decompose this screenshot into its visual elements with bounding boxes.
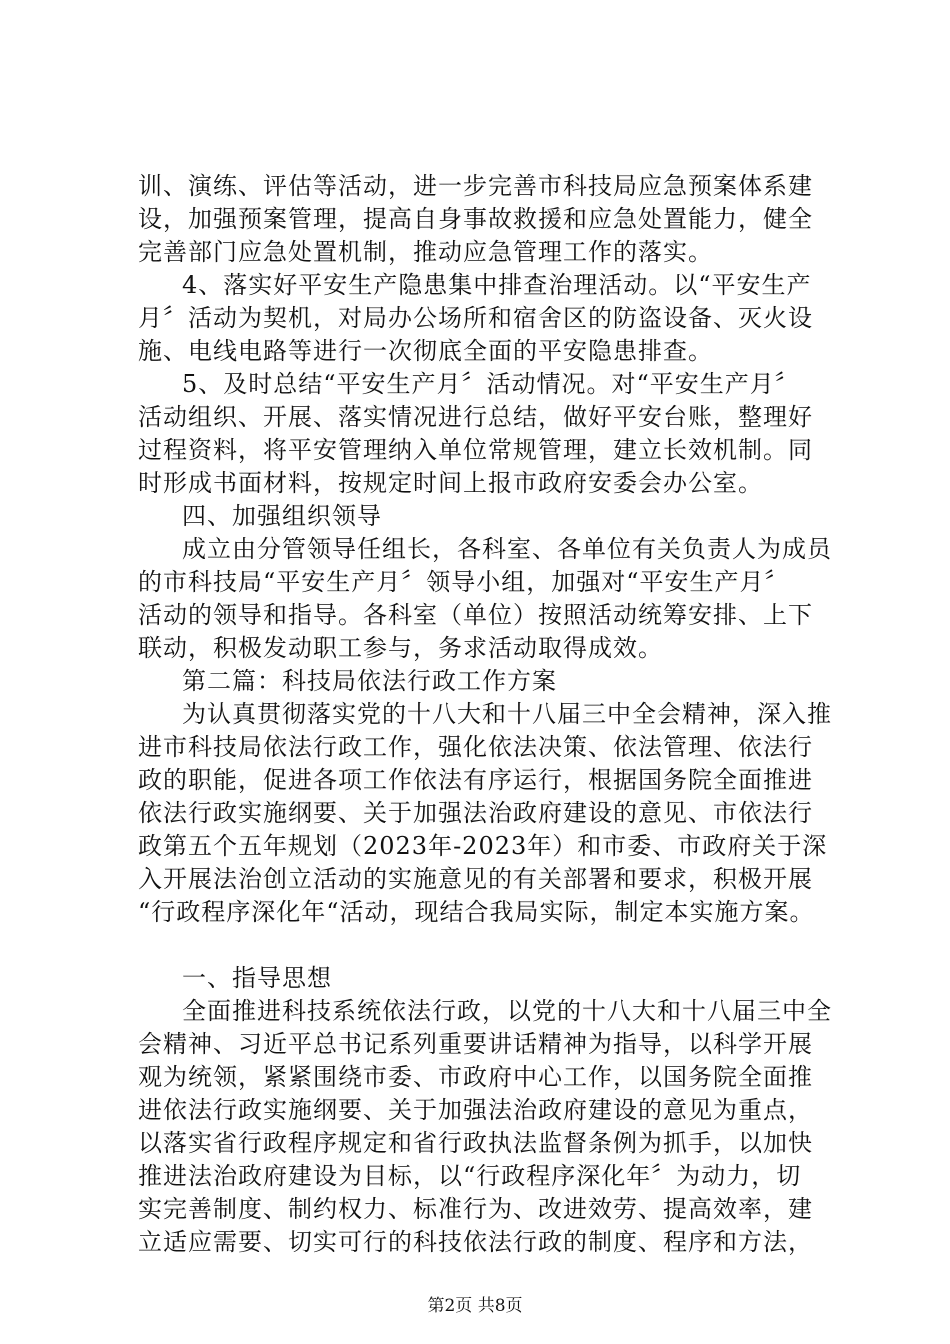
text-line: 入开展法治创立活动的实施意见的有关部署和要求，积极开展 xyxy=(138,865,813,893)
text-line: 为认真贯彻落实党的十八大和十八届三中全会精神，深入推 xyxy=(182,700,832,728)
text-line: 4、落实好平安生产隐患集中排查治理活动。以“平安生产 xyxy=(182,271,812,299)
text-line: 立适应需要、切实可行的科技依法行政的制度、程序和方法， xyxy=(138,1228,813,1256)
text-line: 会精神、习近平总书记系列重要讲话精神为指导，以科学开展 xyxy=(138,1030,813,1058)
text-line: 政的职能，促进各项工作依法有序运行，根据国务院全面推进 xyxy=(138,766,813,794)
document-body xyxy=(138,170,850,1259)
text-line: 成立由分管领导任组长，各科室、各单位有关负责人为成员 xyxy=(182,535,832,563)
text-line: 5、及时总结“平安生产月〞活动情况。对“平安生产月〞 xyxy=(182,370,800,398)
text-line: 设，加强预案管理，提高自身事故救援和应急处置能力，健全 xyxy=(138,205,813,233)
section-heading: 一、指导思想 xyxy=(182,964,332,992)
text-line: 的市科技局“平安生产月〞领导小组，加强对“平安生产月〞 xyxy=(138,568,790,596)
text-line: 实完善制度、制约权力、标准行为、改进效劳、提高效率，建 xyxy=(138,1195,813,1223)
text-line: 训、演练、评估等活动，进一步完善市科技局应急预案体系建 xyxy=(138,172,813,200)
text-line: 推进法治政府建设为目标，以“行政程序深化年〞为动力，切 xyxy=(138,1162,802,1190)
text-line: 月〞活动为契机，对局办公场所和宿舍区的防盗设备、灭火设 xyxy=(138,304,813,332)
text-line: 活动组织、开展、落实情况进行总结，做好平安台账，整理好 xyxy=(138,403,813,431)
text-line: 观为统领，紧紧围绕市委、市政府中心工作，以国务院全面推 xyxy=(138,1063,813,1091)
blank-line xyxy=(138,929,850,962)
chapter-title: 第二篇：科技局依法行政工作方案 xyxy=(182,667,557,695)
text-line: 时形成书面材料，按规定时间上报市政府安委会办公室。 xyxy=(138,469,763,497)
page-number-footer: 第2页 共8页 xyxy=(427,1296,523,1316)
text-line: 施、电线电路等进行一次彻底全面的平安隐患排查。 xyxy=(138,337,713,365)
text-line: 全面推进科技系统依法行政，以党的十八大和十八届三中全 xyxy=(182,997,832,1025)
text-line: 完善部门应急处置机制，推动应急管理工作的落实。 xyxy=(138,238,713,266)
text-line: 活动的领导和指导。各科室（单位）按照活动统筹安排、上下 xyxy=(138,601,813,629)
text-line: 政第五个五年规划（2023年-2023年）和市委、市政府关于深 xyxy=(138,832,828,860)
text-line: “行政程序深化年“活动，现结合我局实际，制定本实施方案。 xyxy=(138,898,815,926)
text-line: 以落实省行政程序规定和省行政执法监督条例为抓手，以加快 xyxy=(138,1129,813,1157)
text-line: 联动，积极发动职工参与，务求活动取得成效。 xyxy=(138,634,663,662)
section-heading: 四、加强组织领导 xyxy=(182,502,382,530)
text-line: 依法行政实施纲要、关于加强法治政府建设的意见、市依法行 xyxy=(138,799,813,827)
text-line: 进依法行政实施纲要、关于加强法治政府建设的意见为重点， xyxy=(138,1096,813,1124)
text-line: 进市科技局依法行政工作，强化依法决策、依法管理、依法行 xyxy=(138,733,813,761)
text-line: 过程资料，将平安管理纳入单位常规管理，建立长效机制。同 xyxy=(138,436,813,464)
